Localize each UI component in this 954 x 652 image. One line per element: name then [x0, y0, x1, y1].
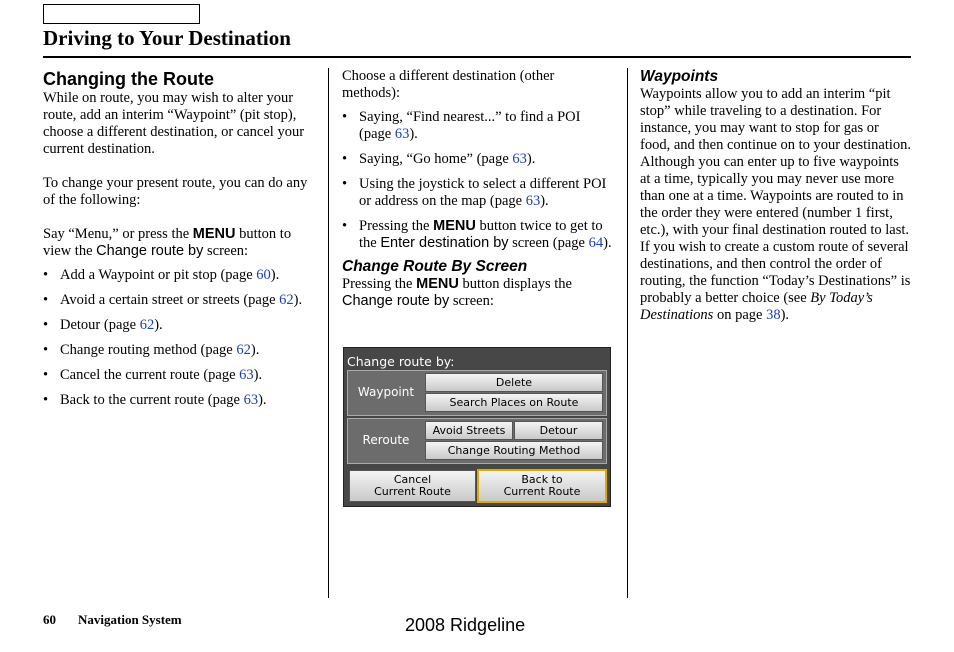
menu-paragraph: Say “Menu,” or press the MENU button to view the Change route by screen:	[43, 226, 292, 259]
waypoint-label: Waypoint	[357, 385, 415, 399]
page-link[interactable]: 38	[766, 307, 781, 323]
list-item: • Add a Waypoint or pit stop (page 60).	[43, 267, 280, 283]
cancel-current-route-button[interactable]: Cancel Current Route	[349, 470, 476, 502]
reroute-label: Reroute	[362, 433, 410, 447]
change-routing-method-button[interactable]: Change Routing Method	[425, 441, 603, 460]
back-to-current-route-button[interactable]: Back to Current Route	[477, 469, 607, 503]
list-item: • Pressing the MENU button twice to get to the Enter destination by screen (page 64).	[342, 218, 612, 251]
page-link[interactable]: 63	[239, 367, 254, 383]
header-tab-box	[43, 4, 200, 24]
change-route-screen	[343, 347, 611, 507]
search-places-button[interactable]: Search Places on Route	[425, 393, 603, 412]
list-item: • Back to the current route (page 63).	[43, 392, 267, 408]
section-heading: Changing the Route	[43, 69, 214, 89]
detour-button[interactable]: Detour	[514, 421, 603, 440]
page-link[interactable]: 60	[256, 267, 271, 283]
waypoints-heading: Waypoints	[640, 68, 719, 85]
list-item: • Change routing method (page 62).	[43, 342, 260, 358]
screen-title: Change route by:	[347, 354, 455, 369]
page-link[interactable]: 63	[525, 193, 541, 209]
page-link[interactable]: 62	[279, 292, 294, 308]
route-options-list	[43, 267, 319, 409]
page-link[interactable]: 63	[394, 126, 410, 142]
list-item: • Saying, “Go home” (page 63).	[342, 151, 536, 167]
column-1	[43, 68, 319, 409]
title-rule	[43, 56, 911, 58]
list-item: • Detour (page 62).	[43, 317, 163, 333]
page-title: Driving to Your Destination	[43, 26, 291, 50]
list-item: • Avoid a certain street or streets (page 62).	[43, 292, 303, 308]
page-link[interactable]: 63	[243, 392, 259, 408]
list-item: • Using the joystick to select a different POI or address on the map (page 63).	[342, 176, 607, 209]
intro-paragraph: While on route, you may wish to alter your route, add an interim “Waypoint” (pit stop), choose a different destination, or cancel your current destination.	[43, 90, 305, 157]
screen-paragraph: Pressing the MENU button displays the Change route by screen:	[342, 276, 572, 309]
page-link[interactable]: 64	[588, 235, 604, 251]
column-3	[640, 68, 912, 324]
page-link[interactable]: 63	[512, 151, 527, 167]
page-number: 60	[43, 612, 56, 627]
list-item: • Cancel the current route (page 63).	[43, 367, 263, 383]
options-paragraph: To change your present route, you can do any of the following:	[43, 175, 308, 208]
column-divider-2	[627, 68, 628, 598]
delete-button[interactable]: Delete	[425, 373, 603, 392]
column-2	[342, 68, 614, 310]
other-methods-list	[342, 109, 614, 252]
other-methods-intro: Choose a different destination (other methods):	[342, 68, 555, 101]
footer-model: 2008 Ridgeline	[405, 615, 526, 635]
subsection-heading: Change Route By Screen	[342, 258, 528, 275]
page-link[interactable]: 62	[139, 317, 155, 333]
footer-section: Navigation System	[78, 612, 182, 627]
column-divider-1	[328, 68, 329, 598]
list-item: • Saying, “Find nearest...” to find a POI (page 63).	[342, 109, 581, 142]
page-link[interactable]: 62	[236, 342, 251, 358]
waypoints-paragraph: Waypoints allow you to add an interim “pit stop” while traveling to a destination. For instance, you may want to stop for gas or food, and then continue on to your destination. Although you can enter up to five waypoints at a time, typically you may never use more than one at a time. Waypoints are routed to in the order they were entered (number 1 first, etc.), with your final destination routed to last. If you wish to create a custom route of several destinations, and then control the order of routing, the function “Today’s Destinations” is probably a better choice (see By Today’s Destinations on page 38).	[640, 86, 912, 323]
avoid-streets-button[interactable]: Avoid Streets	[425, 421, 513, 440]
